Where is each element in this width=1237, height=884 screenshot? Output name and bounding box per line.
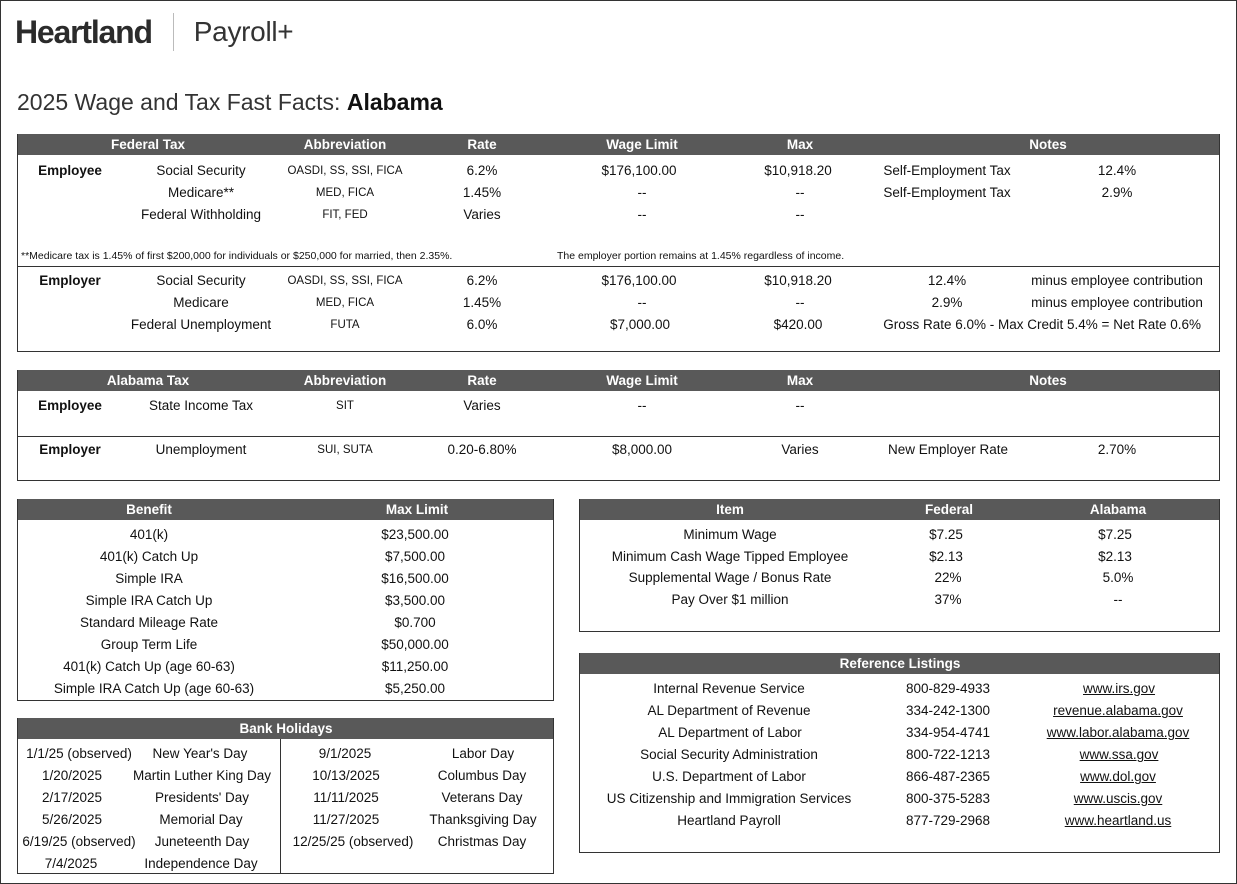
holiday-date: 1/20/2025 xyxy=(41,768,103,783)
holiday-date: 12/25/25 (observed) xyxy=(292,834,414,849)
holiday-name: Labor Day xyxy=(451,746,515,761)
holiday-name: Columbus Day xyxy=(437,768,527,783)
tax-note: Self-Employment Tax xyxy=(883,185,1011,200)
holiday-date: 11/11/2025 xyxy=(313,790,379,805)
table-row xyxy=(580,810,1219,832)
benefit-header xyxy=(18,499,553,520)
holiday-name: Juneteenth Day xyxy=(154,834,250,849)
logo-divider xyxy=(173,13,174,51)
col-federal-tax: Federal Tax xyxy=(110,137,186,152)
benefit-limit: $7,500.00 xyxy=(384,549,446,564)
agency-link[interactable]: revenue.alabama.gov xyxy=(1053,703,1183,718)
table-row xyxy=(18,568,553,590)
list-item xyxy=(18,809,553,831)
tax-note-value: 2.9% xyxy=(1101,185,1133,200)
tax-abbr: OASDI, SS, SSI, FICA xyxy=(287,165,403,177)
tax-limit: $176,100.00 xyxy=(601,163,677,178)
brand-name: Heartland xyxy=(15,13,152,50)
benefit-name: Group Term Life xyxy=(100,637,198,652)
agency-phone: 866-487-2365 xyxy=(905,769,991,784)
table-row xyxy=(18,182,1219,204)
tax-rate: 6.2% xyxy=(466,273,498,288)
benefit-name: Simple IRA xyxy=(115,571,183,586)
wage-table xyxy=(579,499,1220,632)
agency-name: Social Security Administration xyxy=(640,747,818,762)
tax-limit: -- xyxy=(637,207,647,222)
wage-item: Minimum Wage xyxy=(683,527,777,542)
agency-name: Heartland Payroll xyxy=(677,813,781,828)
col-max: Max xyxy=(786,137,814,152)
col-max-limit: Max Limit xyxy=(385,502,449,517)
agency-link[interactable]: www.uscis.gov xyxy=(1073,791,1163,806)
table-row xyxy=(580,678,1219,700)
tax-max: $10,918.20 xyxy=(764,273,832,288)
benefit-table xyxy=(17,499,554,701)
holiday-name: Thanksgiving Day xyxy=(429,812,537,827)
wage-federal: $7.25 xyxy=(929,527,963,542)
col-abbreviation: Abbreviation xyxy=(303,137,387,152)
benefit-name: 401(k) Catch Up xyxy=(99,549,199,564)
table-row xyxy=(18,160,1219,182)
holiday-name: Independence Day xyxy=(144,856,258,871)
wage-state: 5.0% xyxy=(1102,570,1134,585)
agency-phone: 334-954-4741 xyxy=(905,725,991,740)
tax-note-value: 2.70% xyxy=(1097,442,1137,457)
medicare-footnote xyxy=(18,248,1219,264)
wage-federal: 37% xyxy=(934,592,962,607)
tax-name: State Income Tax xyxy=(148,398,254,413)
tax-limit: $7,000.00 xyxy=(609,317,671,332)
col-alabama-tax: Alabama Tax xyxy=(106,373,190,388)
footnote-employer: The employer portion remains at 1.45% regardless of income. xyxy=(557,250,845,262)
benefit-name: Standard Mileage Rate xyxy=(79,615,219,630)
col-rate: Rate xyxy=(467,137,497,152)
employer-label: Employer xyxy=(39,273,101,288)
tax-abbr: SUI, SUTA xyxy=(317,444,373,456)
table-row xyxy=(580,567,1219,589)
page-title xyxy=(17,89,443,116)
list-item xyxy=(18,787,553,809)
table-row xyxy=(18,590,553,612)
table-row xyxy=(18,439,1219,461)
col-alabama: Alabama xyxy=(1089,502,1147,517)
tax-max: -- xyxy=(795,185,805,200)
holiday-name: Presidents' Day xyxy=(154,790,250,805)
footnote-medicare: **Medicare tax is 1.45% of first $200,000 for individuals or $250,000 for married, then 2.35%. xyxy=(21,250,453,262)
bank-holidays-header xyxy=(18,718,553,739)
agency-phone: 800-375-5283 xyxy=(905,791,991,806)
holiday-name: Martin Luther King Day xyxy=(132,768,272,783)
wage-state: $7.25 xyxy=(1098,527,1132,542)
holiday-date: 11/27/2025 xyxy=(312,812,380,827)
tax-abbr: FUTA xyxy=(330,319,360,331)
tax-rate: 1.45% xyxy=(462,185,502,200)
agency-phone: 800-722-1213 xyxy=(905,747,991,762)
reference-listings-title: Reference Listings xyxy=(839,656,961,671)
table-row xyxy=(580,524,1219,546)
holiday-name: Christmas Day xyxy=(437,834,527,849)
tax-limit: -- xyxy=(637,185,647,200)
tax-note-value: minus employee contribution xyxy=(1031,273,1203,288)
table-row xyxy=(18,314,1219,336)
employer-label: Employer xyxy=(39,442,101,457)
col-wage-limit: Wage Limit xyxy=(606,137,678,152)
agency-link[interactable]: www.dol.gov xyxy=(1080,769,1156,784)
holiday-name: Memorial Day xyxy=(159,812,243,827)
agency-name: U.S. Department of Labor xyxy=(652,769,806,784)
tax-name: Federal Withholding xyxy=(140,207,262,222)
table-row xyxy=(18,395,1219,417)
col-abbreviation: Abbreviation xyxy=(303,373,387,388)
section-divider xyxy=(18,436,1219,437)
table-row xyxy=(18,678,553,700)
tax-name: Social Security xyxy=(156,273,246,288)
tax-name: Medicare** xyxy=(167,185,235,200)
benefit-limit: $3,500.00 xyxy=(384,593,446,608)
table-row xyxy=(18,524,553,546)
list-item xyxy=(18,743,553,765)
benefit-name: Simple IRA Catch Up xyxy=(85,593,213,608)
tax-name: Unemployment xyxy=(155,442,247,457)
table-row xyxy=(580,700,1219,722)
agency-name: AL Department of Revenue xyxy=(647,703,811,718)
col-federal: Federal xyxy=(924,502,974,517)
col-max: Max xyxy=(786,373,814,388)
wage-federal: $2.13 xyxy=(929,549,963,564)
tax-max: -- xyxy=(795,207,805,222)
holiday-name: Veterans Day xyxy=(441,790,523,805)
wage-item: Pay Over $1 million xyxy=(671,592,789,607)
tax-rate: Varies xyxy=(463,207,501,222)
agency-phone: 877-729-2968 xyxy=(905,813,991,828)
tax-note-value: 12.4% xyxy=(1097,163,1137,178)
tax-rate: 6.2% xyxy=(466,163,498,178)
agency-name: US Citizenship and Immigration Services xyxy=(606,791,852,806)
holiday-date: 6/19/25 (observed) xyxy=(22,834,136,849)
holiday-date: 2/17/2025 xyxy=(41,790,103,805)
col-notes: Notes xyxy=(1029,137,1067,152)
tax-rate: 1.45% xyxy=(462,295,502,310)
tax-rate: 0.20-6.80% xyxy=(447,442,517,457)
wage-item: Supplemental Wage / Bonus Rate xyxy=(628,570,832,585)
col-benefit: Benefit xyxy=(126,502,172,517)
table-row xyxy=(18,546,553,568)
table-row xyxy=(580,788,1219,810)
table-row xyxy=(18,656,553,678)
table-row xyxy=(18,270,1219,292)
tax-note-full: Gross Rate 6.0% - Max Credit 5.4% = Net Rate 0.6% xyxy=(883,317,1201,332)
employee-label: Employee xyxy=(38,398,102,413)
list-item xyxy=(18,853,553,875)
agency-link[interactable]: www.ssa.gov xyxy=(1079,747,1159,762)
wage-header xyxy=(580,499,1219,520)
tax-abbr: FIT, FED xyxy=(322,209,368,221)
benefit-limit: $23,500.00 xyxy=(381,527,449,542)
benefit-name: Simple IRA Catch Up (age 60-63) xyxy=(53,681,255,696)
tax-note: New Employer Rate xyxy=(887,442,1009,457)
table-row xyxy=(580,546,1219,568)
table-row xyxy=(580,766,1219,788)
title-state: Alabama xyxy=(346,89,443,115)
tax-max: $420.00 xyxy=(773,317,823,332)
benefit-limit: $50,000.00 xyxy=(381,637,449,652)
tax-abbr: MED, FICA xyxy=(315,297,375,309)
col-wage-limit: Wage Limit xyxy=(606,373,678,388)
agency-link[interactable]: www.labor.alabama.gov xyxy=(1046,725,1190,740)
agency-link[interactable]: www.irs.gov xyxy=(1082,681,1156,696)
benefit-name: 401(k) Catch Up (age 60-63) xyxy=(63,659,235,674)
table-row xyxy=(18,634,553,656)
benefit-limit: $5,250.00 xyxy=(384,681,446,696)
table-row xyxy=(580,744,1219,766)
alabama-tax-header xyxy=(18,370,1219,391)
list-item xyxy=(18,831,553,853)
col-item: Item xyxy=(716,502,744,517)
federal-tax-table xyxy=(17,134,1220,352)
tax-note: 12.4% xyxy=(927,273,967,288)
federal-tax-header xyxy=(18,134,1219,155)
reference-listings-header xyxy=(580,653,1219,674)
tax-max: Varies xyxy=(781,442,819,457)
holiday-date: 9/1/2025 xyxy=(318,746,372,761)
agency-phone: 334-242-1300 xyxy=(905,703,991,718)
benefit-limit: $0.700 xyxy=(394,615,436,630)
tax-limit: $8,000.00 xyxy=(611,442,673,457)
tax-note: 2.9% xyxy=(931,295,963,310)
agency-name: AL Department of Labor xyxy=(658,725,802,740)
holiday-name: New Year's Day xyxy=(152,746,248,761)
table-row xyxy=(580,589,1219,611)
col-rate: Rate xyxy=(467,373,497,388)
tax-abbr: MED, FICA xyxy=(315,187,375,199)
table-row xyxy=(580,722,1219,744)
tax-name: Federal Unemployment xyxy=(130,317,272,332)
tax-max: $10,918.20 xyxy=(764,163,832,178)
wage-state: $2.13 xyxy=(1098,549,1132,564)
wage-federal: 22% xyxy=(934,570,962,585)
tax-note-value: minus employee contribution xyxy=(1031,295,1203,310)
section-divider xyxy=(18,266,1219,267)
bank-holidays-title: Bank Holidays xyxy=(239,721,333,736)
tax-name: Medicare xyxy=(173,295,229,310)
holiday-date: 1/1/25 (observed) xyxy=(26,746,132,761)
tax-rate: Varies xyxy=(463,398,501,413)
tax-limit: -- xyxy=(637,295,647,310)
col-notes: Notes xyxy=(1029,373,1067,388)
tax-limit: -- xyxy=(637,398,647,413)
tax-max: -- xyxy=(795,295,805,310)
tax-limit: $176,100.00 xyxy=(601,273,677,288)
tax-note: Self-Employment Tax xyxy=(883,163,1011,178)
table-row xyxy=(18,612,553,634)
employee-label: Employee xyxy=(38,163,102,178)
bank-holidays-table xyxy=(17,718,554,874)
table-row xyxy=(18,204,1219,226)
holiday-date: 7/4/2025 xyxy=(44,856,98,871)
wage-state: -- xyxy=(1113,592,1123,607)
agency-link[interactable]: www.heartland.us xyxy=(1064,813,1172,828)
agency-phone: 800-829-4933 xyxy=(905,681,991,696)
benefit-limit: $16,500.00 xyxy=(381,571,449,586)
title-prefix: 2025 Wage and Tax Fast Facts: xyxy=(17,89,347,115)
tax-abbr: OASDI, SS, SSI, FICA xyxy=(287,275,403,287)
table-row xyxy=(18,292,1219,314)
tax-abbr: SIT xyxy=(336,400,354,412)
alabama-tax-table xyxy=(17,370,1220,481)
holiday-date: 5/26/2025 xyxy=(41,812,103,827)
reference-listings-table xyxy=(579,653,1220,853)
tax-max: -- xyxy=(795,398,805,413)
tax-rate: 6.0% xyxy=(466,317,498,332)
wage-item: Minimum Cash Wage Tipped Employee xyxy=(611,549,849,564)
heartland-logo xyxy=(15,13,293,51)
product-name: Payroll+ xyxy=(193,16,294,47)
tax-name: Social Security xyxy=(156,163,246,178)
benefit-limit: $11,250.00 xyxy=(381,659,449,674)
list-item xyxy=(18,765,553,787)
holiday-date: 10/13/2025 xyxy=(312,768,380,783)
benefit-name: 401(k) xyxy=(129,527,169,542)
agency-name: Internal Revenue Service xyxy=(653,681,805,696)
